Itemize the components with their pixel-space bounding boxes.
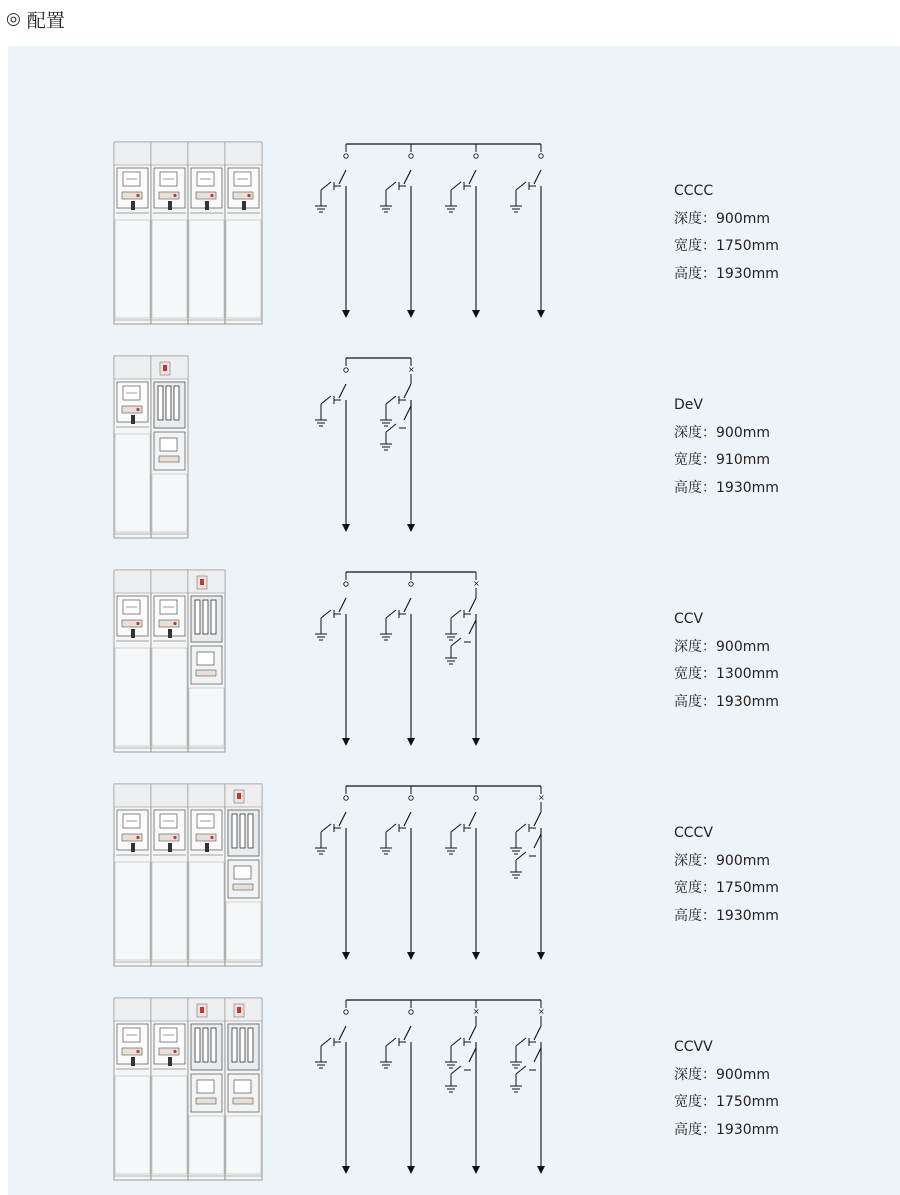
config-width: 宽度：1750mm: [674, 238, 779, 254]
config-name: CCCC: [674, 183, 714, 199]
feeder-c: [315, 786, 350, 960]
config-drawing: [8, 782, 648, 972]
cabinet-unit-c: [151, 998, 188, 1180]
config-width: 宽度：910mm: [674, 452, 770, 468]
config-name: CCVV: [674, 1039, 713, 1055]
cabinet-unit-c: [114, 998, 151, 1180]
single-line-diagram: [315, 1000, 545, 1174]
circle-bullet-icon: ◎: [6, 9, 21, 29]
feeder-v: [510, 1000, 545, 1174]
config-spec: [674, 1034, 779, 1144]
config-width: 宽度：1300mm: [674, 666, 779, 682]
switchgear-cabinet: [114, 356, 188, 538]
feeder-c: [315, 572, 350, 746]
config-depth: 深度：900mm: [674, 1066, 770, 1083]
feeder-c: [380, 786, 415, 960]
feeder-v: [380, 358, 415, 532]
config-row: [8, 568, 900, 758]
switchgear-cabinet: [114, 570, 225, 752]
outgoing-arrow: [342, 310, 350, 318]
outgoing-arrow: [537, 952, 545, 960]
config-spec: [674, 392, 779, 502]
config-width: 宽度：1750mm: [674, 1094, 779, 1110]
feeder-v: [445, 1000, 480, 1174]
config-name: DeV: [674, 397, 703, 413]
outgoing-arrow: [472, 310, 480, 318]
cabinet-unit-v: [188, 998, 225, 1180]
outgoing-arrow: [472, 952, 480, 960]
configuration-panel: [8, 46, 900, 1195]
config-depth: 深度：900mm: [674, 638, 770, 655]
outgoing-arrow: [342, 738, 350, 746]
config-height: 高度：1930mm: [674, 693, 779, 710]
cabinet-unit-d: [114, 356, 151, 538]
svg-text:×: ×: [408, 365, 415, 374]
feeder-c: [510, 144, 545, 318]
page-header: [6, 4, 65, 34]
feeder-c: [445, 144, 480, 318]
config-height: 高度：1930mm: [674, 907, 779, 924]
cabinet-unit-v: [225, 998, 262, 1180]
cabinet-unit-c: [225, 142, 262, 324]
switchgear-cabinet: [114, 784, 262, 966]
single-line-diagram: [315, 572, 480, 746]
svg-text:×: ×: [538, 793, 545, 802]
switchgear-cabinet: [114, 998, 262, 1180]
config-height: 高度：1930mm: [674, 479, 779, 496]
config-height: 高度：1930mm: [674, 265, 779, 282]
feeder-v: [445, 572, 480, 746]
feeder-c: [315, 1000, 350, 1174]
cabinet-unit-v: [225, 784, 262, 966]
config-drawing: [8, 140, 648, 330]
cabinet-unit-c: [151, 142, 188, 324]
switchgear-cabinet: [114, 142, 262, 324]
config-spec: [674, 606, 779, 716]
cabinet-unit-v: [151, 356, 188, 538]
outgoing-arrow: [537, 310, 545, 318]
feeder-c: [380, 1000, 415, 1174]
config-name: CCCV: [674, 825, 713, 841]
config-row: [8, 996, 900, 1186]
config-row: [8, 140, 900, 330]
feeder-c: [445, 786, 480, 960]
config-depth: 深度：900mm: [674, 210, 770, 227]
cabinet-unit-c: [114, 784, 151, 966]
svg-text:×: ×: [473, 579, 480, 588]
cabinet-unit-c: [151, 784, 188, 966]
single-line-diagram: [315, 144, 545, 318]
config-drawing: [8, 568, 648, 758]
outgoing-arrow: [342, 952, 350, 960]
config-row: [8, 782, 900, 972]
outgoing-arrow: [342, 1166, 350, 1174]
outgoing-arrow: [407, 310, 415, 318]
outgoing-arrow: [407, 952, 415, 960]
svg-text:×: ×: [473, 1007, 480, 1016]
outgoing-arrow: [537, 1166, 545, 1174]
cabinet-unit-c: [114, 570, 151, 752]
outgoing-arrow: [407, 524, 415, 532]
feeder-v: [510, 786, 545, 960]
feeder-c: [380, 572, 415, 746]
config-drawing: [8, 996, 648, 1186]
config-spec: [674, 178, 779, 288]
svg-text:×: ×: [538, 1007, 545, 1016]
outgoing-arrow: [472, 1166, 480, 1174]
config-depth: 深度：900mm: [674, 424, 770, 441]
config-row: [8, 354, 900, 544]
cabinet-unit-v: [188, 570, 225, 752]
outgoing-arrow: [472, 738, 480, 746]
cabinet-unit-c: [188, 142, 225, 324]
feeder-c: [315, 144, 350, 318]
outgoing-arrow: [407, 738, 415, 746]
config-name: CCV: [674, 611, 704, 627]
cabinet-unit-c: [114, 142, 151, 324]
feeder-c: [380, 144, 415, 318]
outgoing-arrow: [342, 524, 350, 532]
single-line-diagram: [315, 786, 545, 960]
cabinet-unit-c: [151, 570, 188, 752]
config-spec: [674, 820, 779, 930]
page-title: 配置: [26, 9, 65, 32]
outgoing-arrow: [407, 1166, 415, 1174]
config-width: 宽度：1750mm: [674, 880, 779, 896]
feeder-d: [315, 358, 350, 532]
config-drawing: [8, 354, 648, 544]
config-depth: 深度：900mm: [674, 852, 770, 869]
cabinet-unit-c: [188, 784, 225, 966]
config-height: 高度：1930mm: [674, 1121, 779, 1138]
single-line-diagram: [315, 358, 415, 532]
